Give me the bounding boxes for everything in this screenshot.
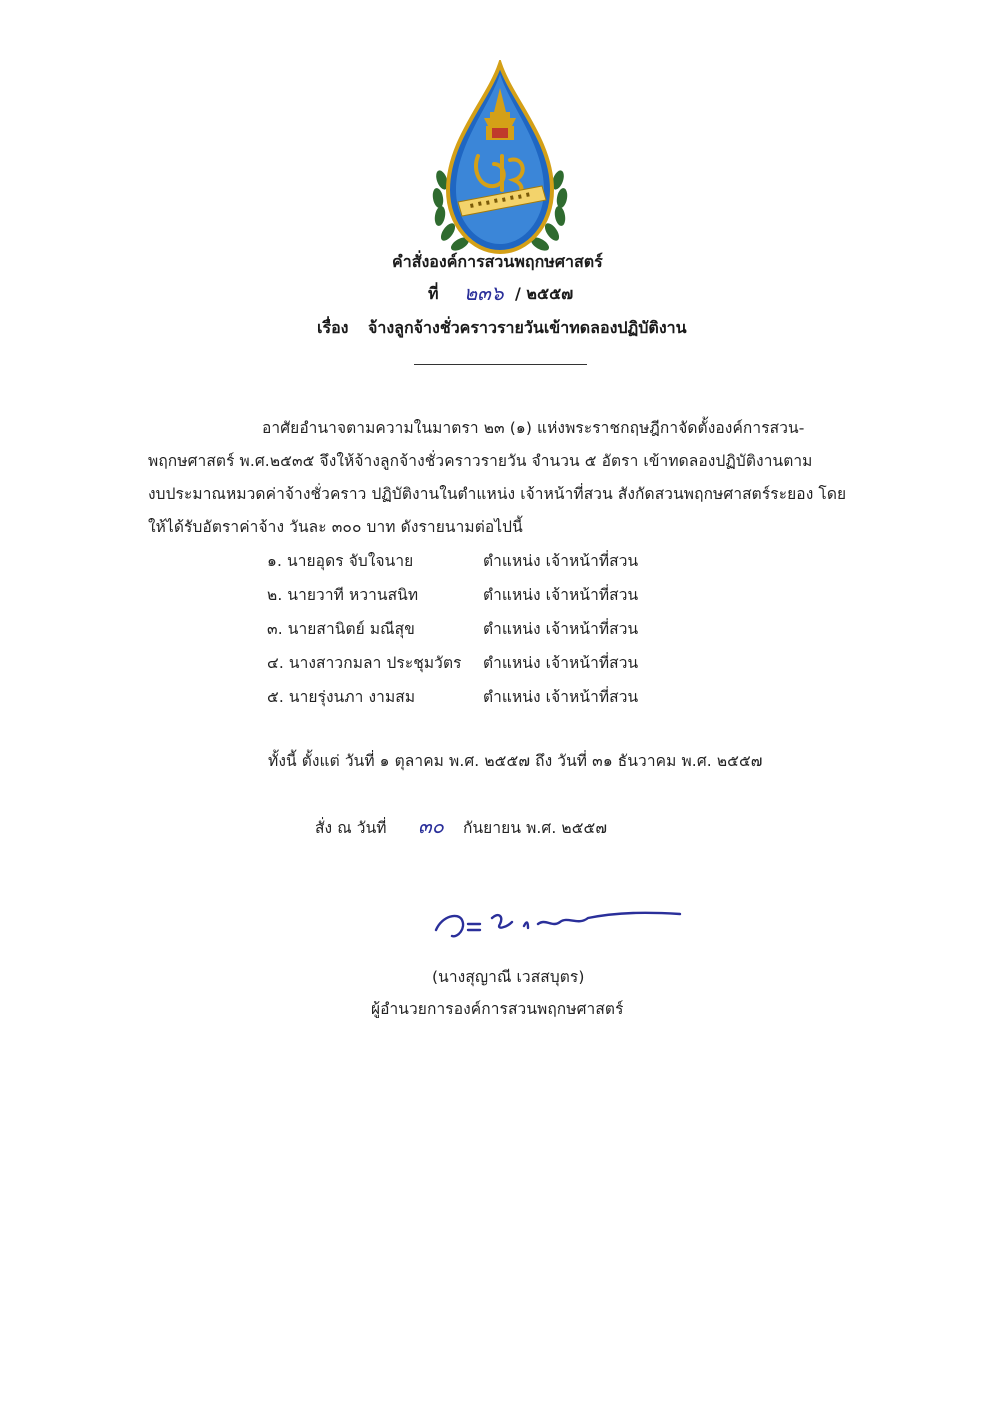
employee-name: ๑. นายอุดร จับใจนาย [267,552,414,570]
paragraph-line: อาศัยอำนาจตามความในมาตรา ๒๓ (๑) แห่งพระราชกฤษฎีกาจัดตั้งองค์การสวน- [262,419,805,437]
employee-name: ๒. นายวาที หวานสนิท [267,586,419,604]
signatory-name: (นางสุญาณี เวสสบุตร) [432,968,585,986]
order-number-label: ที่ [428,284,439,303]
signature-scribble [428,898,688,948]
order-number-handwritten: ๒๓๖ [464,281,504,305]
employee-position: ตำแหน่ง เจ้าหน้าที่สวน [483,688,639,706]
header-divider [414,364,587,365]
employee-name: ๔. นางสาวกมลา ประชุมวัตร [267,654,462,672]
organization-emblem [428,60,572,260]
order-date-month-year: กันยายน พ.ศ. ๒๕๕๗ [463,819,608,837]
employee-position: ตำแหน่ง เจ้าหน้าที่สวน [483,654,639,672]
employee-position: ตำแหน่ง เจ้าหน้าที่สวน [483,552,639,570]
employee-position: ตำแหน่ง เจ้าหน้าที่สวน [483,620,639,638]
paragraph-line: ให้ได้รับอัตราค่าจ้าง วันละ ๓๐๐ บาท ดังรายนามต่อไปนี้ [148,518,523,536]
paragraph-line: งบประมาณหมวดค่าจ้างชั่วคราว ปฏิบัติงานในตำแหน่ง เจ้าหน้าที่สวน สังกัดสวนพฤกษศาสตร์ระยอง โดย [148,485,847,503]
order-date-label: สั่ง ณ วันที่ [315,819,387,837]
signatory-title: ผู้อำนวยการองค์การสวนพฤกษศาสตร์ [371,1000,624,1018]
order-date-day-handwritten: ๓๐ [418,814,444,838]
paragraph-line: พฤกษศาสตร์ พ.ศ.๒๕๓๕ จึงให้จ้างลูกจ้างชั่วคราวรายวัน จำนวน ๕ อัตรา เข้าทดลองปฏิบัติงานตาม [148,452,813,470]
subject-text: จ้างลูกจ้างชั่วคราวรายวันเข้าทดลองปฏิบัติงาน [368,318,687,337]
employment-period: ทั้งนี้ ตั้งแต่ วันที่ ๑ ตุลาคม พ.ศ. ๒๕๕๗ ถึง วันที่ ๓๑ ธันวาคม พ.ศ. ๒๕๕๗ [268,752,763,770]
subject-label: เรื่อง [317,318,349,337]
employee-name: ๓. นายสานิตย์ มณีสุข [267,620,415,638]
order-title: คำสั่งองค์การสวนพฤกษศาสตร์ [392,252,603,271]
employee-position: ตำแหน่ง เจ้าหน้าที่สวน [483,586,639,604]
employee-name: ๕. นายรุ่งนภา งามสม [267,688,416,706]
order-number-year: / ๒๕๕๗ [515,284,574,303]
